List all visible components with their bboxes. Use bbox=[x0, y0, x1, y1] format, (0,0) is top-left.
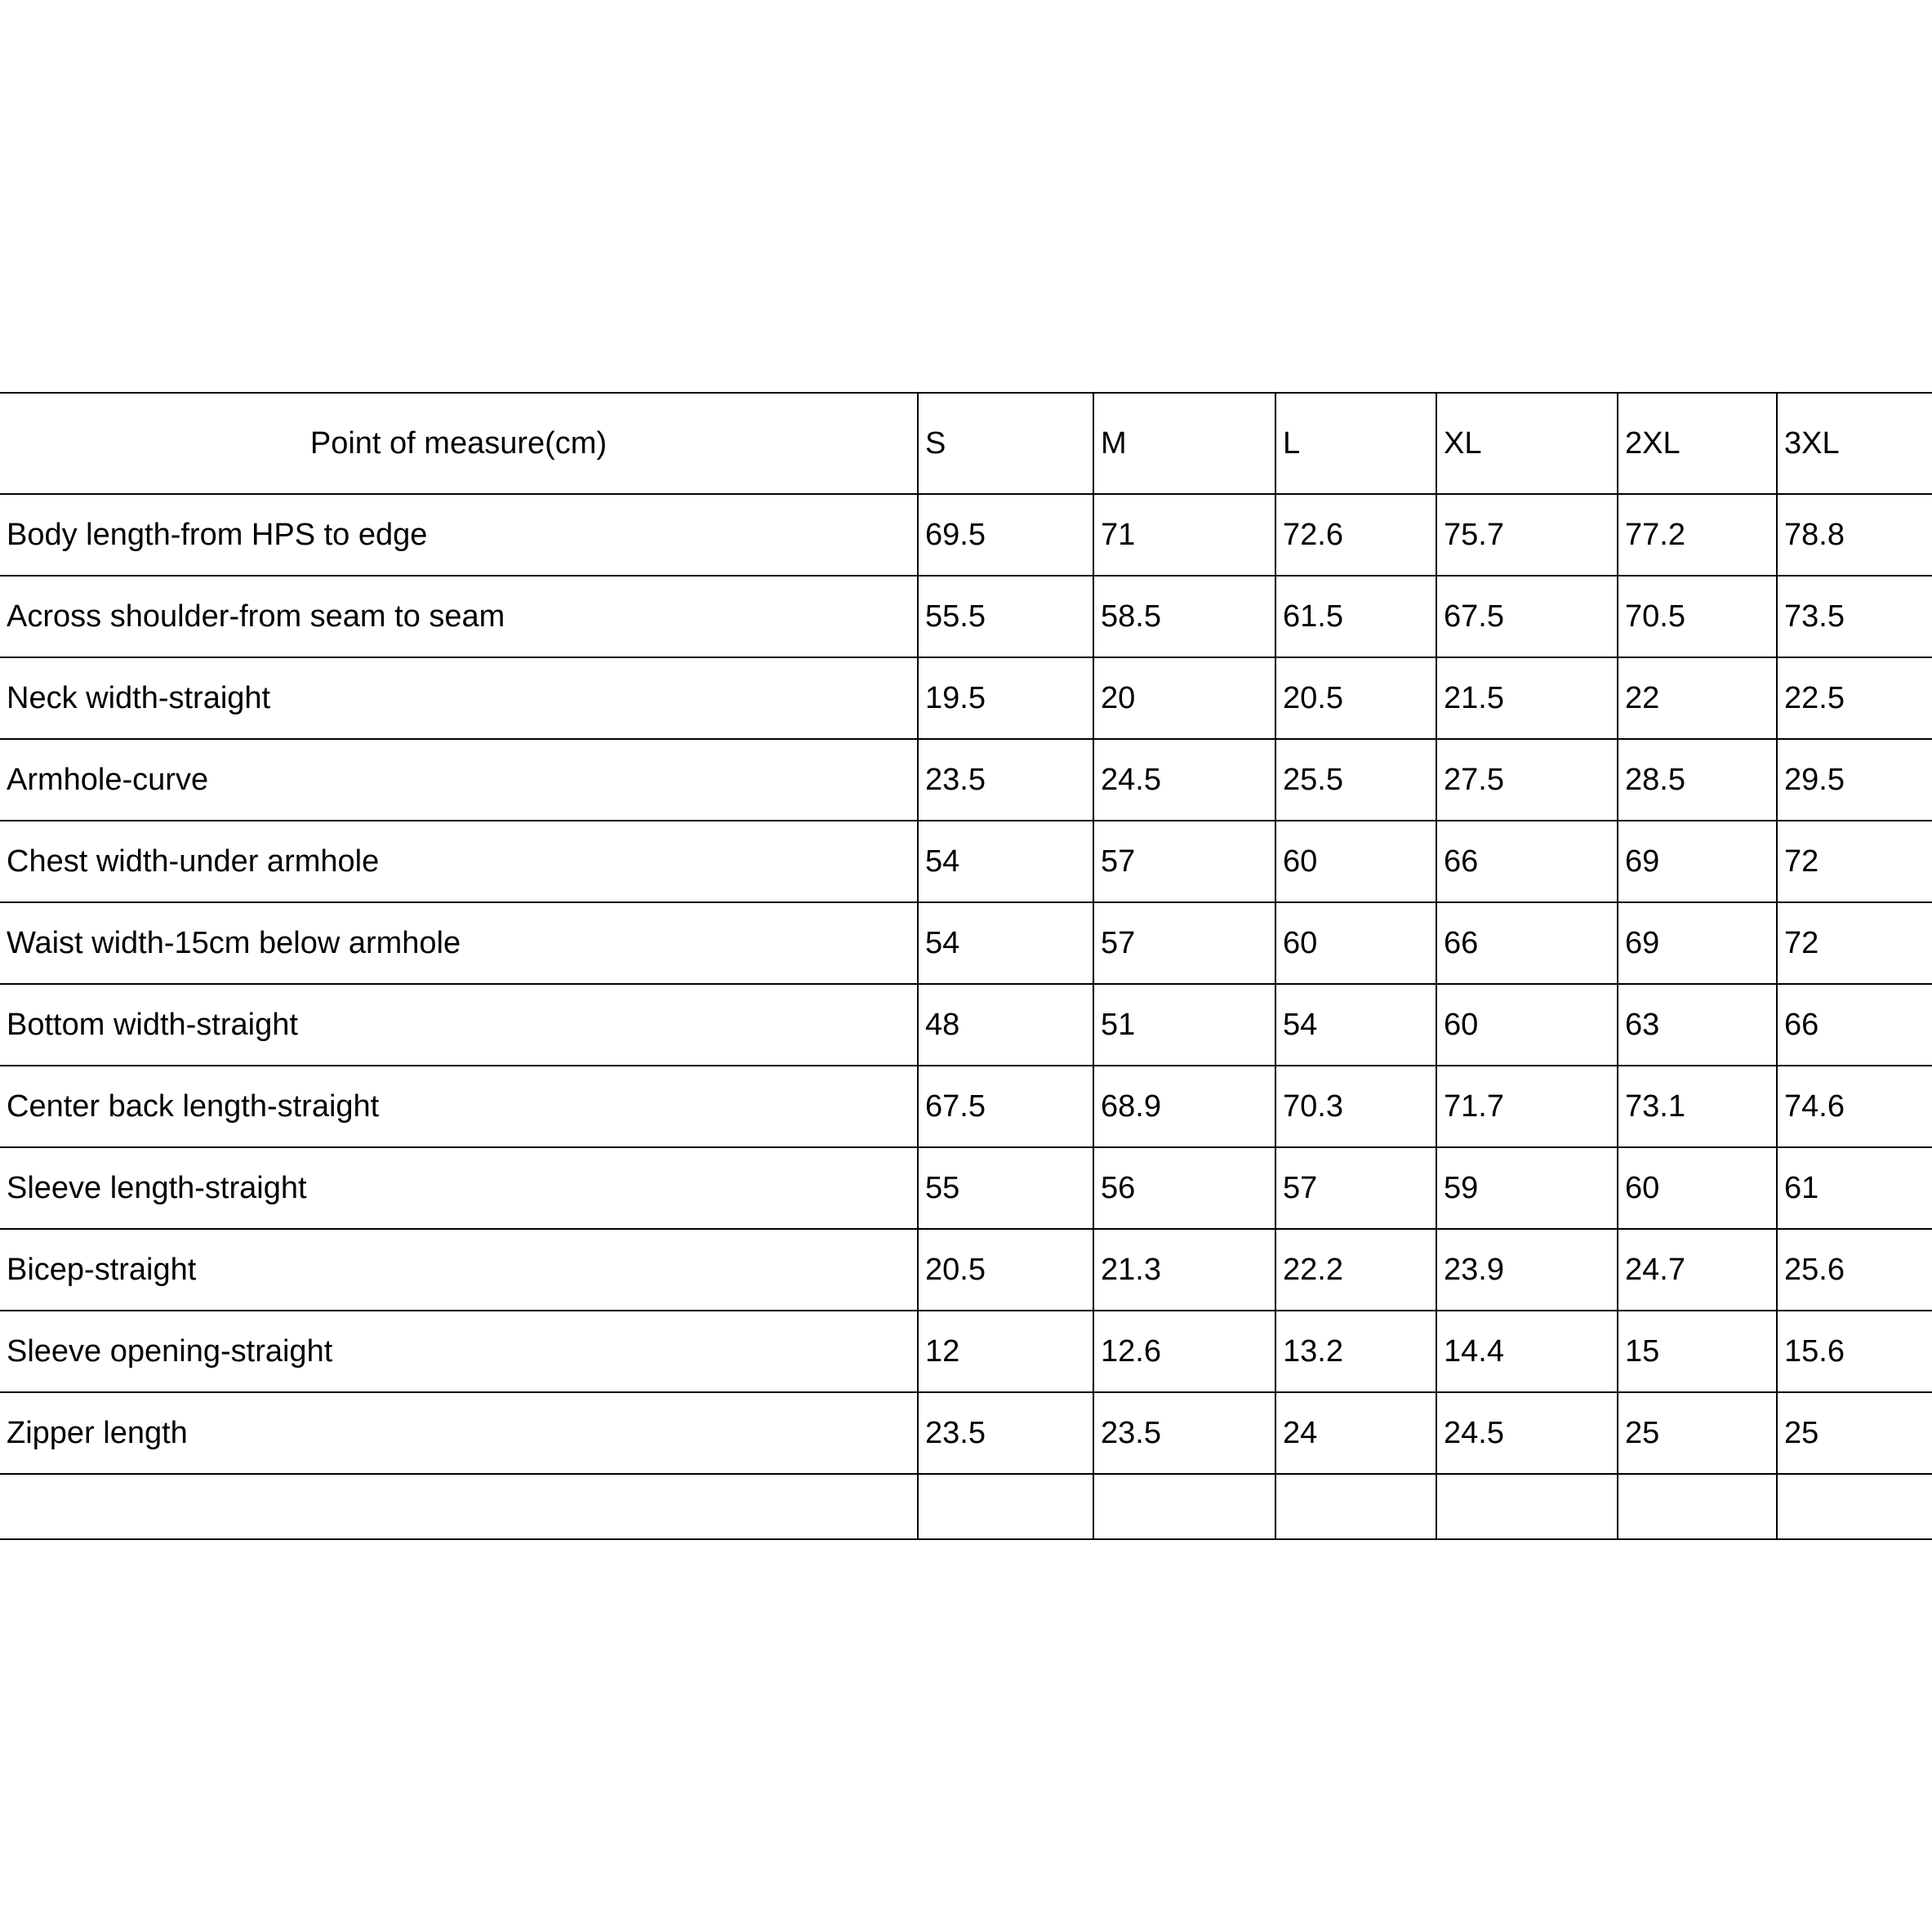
measure-value: 60 bbox=[1618, 1147, 1777, 1229]
measure-label: Sleeve opening-straight bbox=[0, 1311, 918, 1392]
measure-value: 66 bbox=[1436, 902, 1618, 984]
measure-value: 54 bbox=[918, 902, 1093, 984]
empty-cell bbox=[918, 1474, 1093, 1539]
table-row bbox=[0, 1311, 1932, 1392]
measure-value: 24.7 bbox=[1618, 1229, 1777, 1311]
empty-row bbox=[0, 1474, 1932, 1539]
measure-value: 27.5 bbox=[1436, 739, 1618, 821]
empty-cell bbox=[1275, 1474, 1436, 1539]
measure-label: Waist width-15cm below armhole bbox=[0, 902, 918, 984]
measure-value: 68.9 bbox=[1093, 1066, 1275, 1147]
table-row bbox=[0, 576, 1932, 657]
table-row bbox=[0, 1147, 1932, 1229]
measure-label: Body length-from HPS to edge bbox=[0, 494, 918, 576]
size-header-l: L bbox=[1275, 393, 1436, 494]
measure-value: 75.7 bbox=[1436, 494, 1618, 576]
measure-label: Armhole-curve bbox=[0, 739, 918, 821]
measure-value: 12.6 bbox=[1093, 1311, 1275, 1392]
measure-value: 22.2 bbox=[1275, 1229, 1436, 1311]
measure-value: 19.5 bbox=[918, 657, 1093, 739]
table-row bbox=[0, 739, 1932, 821]
measure-value: 51 bbox=[1093, 984, 1275, 1066]
measure-label: Bicep-straight bbox=[0, 1229, 918, 1311]
point-of-measure-header: Point of measure(cm) bbox=[0, 393, 918, 494]
size-chart-table bbox=[0, 392, 1932, 1540]
table-row bbox=[0, 1392, 1932, 1474]
measure-value: 13.2 bbox=[1275, 1311, 1436, 1392]
measure-value: 14.4 bbox=[1436, 1311, 1618, 1392]
measure-value: 60 bbox=[1275, 902, 1436, 984]
empty-cell bbox=[1618, 1474, 1777, 1539]
measure-value: 63 bbox=[1618, 984, 1777, 1066]
measure-label: Sleeve length-straight bbox=[0, 1147, 918, 1229]
measure-value: 21.5 bbox=[1436, 657, 1618, 739]
measure-value: 54 bbox=[1275, 984, 1436, 1066]
measure-value: 24.5 bbox=[1436, 1392, 1618, 1474]
measure-value: 23.5 bbox=[918, 739, 1093, 821]
size-header-s: S bbox=[918, 393, 1093, 494]
measure-label: Neck width-straight bbox=[0, 657, 918, 739]
table-row bbox=[0, 494, 1932, 576]
measure-value: 73.1 bbox=[1618, 1066, 1777, 1147]
measure-value: 25.6 bbox=[1777, 1229, 1932, 1311]
size-header-2xl: 2XL bbox=[1618, 393, 1777, 494]
measure-value: 74.6 bbox=[1777, 1066, 1932, 1147]
header-row bbox=[0, 393, 1932, 494]
measure-value: 71.7 bbox=[1436, 1066, 1618, 1147]
table-row bbox=[0, 1229, 1932, 1311]
measure-value: 72 bbox=[1777, 902, 1932, 984]
measure-value: 23.9 bbox=[1436, 1229, 1618, 1311]
measure-label: Zipper length bbox=[0, 1392, 918, 1474]
measure-value: 69 bbox=[1618, 902, 1777, 984]
measure-value: 24.5 bbox=[1093, 739, 1275, 821]
measure-value: 21.3 bbox=[1093, 1229, 1275, 1311]
measure-label: Chest width-under armhole bbox=[0, 821, 918, 902]
measure-value: 57 bbox=[1093, 821, 1275, 902]
measure-value: 55.5 bbox=[918, 576, 1093, 657]
measure-value: 77.2 bbox=[1618, 494, 1777, 576]
measure-label: Center back length-straight bbox=[0, 1066, 918, 1147]
measure-value: 56 bbox=[1093, 1147, 1275, 1229]
measure-value: 20 bbox=[1093, 657, 1275, 739]
measure-value: 59 bbox=[1436, 1147, 1618, 1229]
measure-label: Bottom width-straight bbox=[0, 984, 918, 1066]
measure-value: 20.5 bbox=[1275, 657, 1436, 739]
size-header-m: M bbox=[1093, 393, 1275, 494]
empty-cell bbox=[0, 1474, 918, 1539]
measure-value: 71 bbox=[1093, 494, 1275, 576]
measure-value: 69 bbox=[1618, 821, 1777, 902]
measure-value: 78.8 bbox=[1777, 494, 1932, 576]
measure-value: 48 bbox=[918, 984, 1093, 1066]
measure-value: 72.6 bbox=[1275, 494, 1436, 576]
measure-label: Across shoulder-from seam to seam bbox=[0, 576, 918, 657]
measure-value: 12 bbox=[918, 1311, 1093, 1392]
measure-value: 15.6 bbox=[1777, 1311, 1932, 1392]
measure-value: 23.5 bbox=[918, 1392, 1093, 1474]
measure-value: 60 bbox=[1436, 984, 1618, 1066]
measure-value: 70.5 bbox=[1618, 576, 1777, 657]
measure-value: 54 bbox=[918, 821, 1093, 902]
empty-cell bbox=[1777, 1474, 1932, 1539]
measure-value: 22 bbox=[1618, 657, 1777, 739]
measure-value: 58.5 bbox=[1093, 576, 1275, 657]
measure-value: 61.5 bbox=[1275, 576, 1436, 657]
measure-value: 69.5 bbox=[918, 494, 1093, 576]
measure-value: 61 bbox=[1777, 1147, 1932, 1229]
table-row bbox=[0, 657, 1932, 739]
measure-value: 22.5 bbox=[1777, 657, 1932, 739]
measure-value: 73.5 bbox=[1777, 576, 1932, 657]
size-header-xl: XL bbox=[1436, 393, 1618, 494]
empty-cell bbox=[1093, 1474, 1275, 1539]
measure-value: 66 bbox=[1436, 821, 1618, 902]
measure-value: 55 bbox=[918, 1147, 1093, 1229]
measure-value: 60 bbox=[1275, 821, 1436, 902]
measure-value: 72 bbox=[1777, 821, 1932, 902]
measure-value: 66 bbox=[1777, 984, 1932, 1066]
measure-value: 57 bbox=[1275, 1147, 1436, 1229]
measure-value: 25 bbox=[1777, 1392, 1932, 1474]
measure-value: 57 bbox=[1093, 902, 1275, 984]
measure-value: 67.5 bbox=[1436, 576, 1618, 657]
measure-value: 25.5 bbox=[1275, 739, 1436, 821]
size-header-3xl: 3XL bbox=[1777, 393, 1932, 494]
measure-value: 25 bbox=[1618, 1392, 1777, 1474]
table-row bbox=[0, 902, 1932, 984]
measure-value: 23.5 bbox=[1093, 1392, 1275, 1474]
measure-value: 70.3 bbox=[1275, 1066, 1436, 1147]
measure-value: 29.5 bbox=[1777, 739, 1932, 821]
table-row bbox=[0, 984, 1932, 1066]
empty-cell bbox=[1436, 1474, 1618, 1539]
measure-value: 67.5 bbox=[918, 1066, 1093, 1147]
measure-value: 15 bbox=[1618, 1311, 1777, 1392]
table-row bbox=[0, 821, 1932, 902]
measure-value: 20.5 bbox=[918, 1229, 1093, 1311]
measure-value: 24 bbox=[1275, 1392, 1436, 1474]
measure-value: 28.5 bbox=[1618, 739, 1777, 821]
table-row bbox=[0, 1066, 1932, 1147]
